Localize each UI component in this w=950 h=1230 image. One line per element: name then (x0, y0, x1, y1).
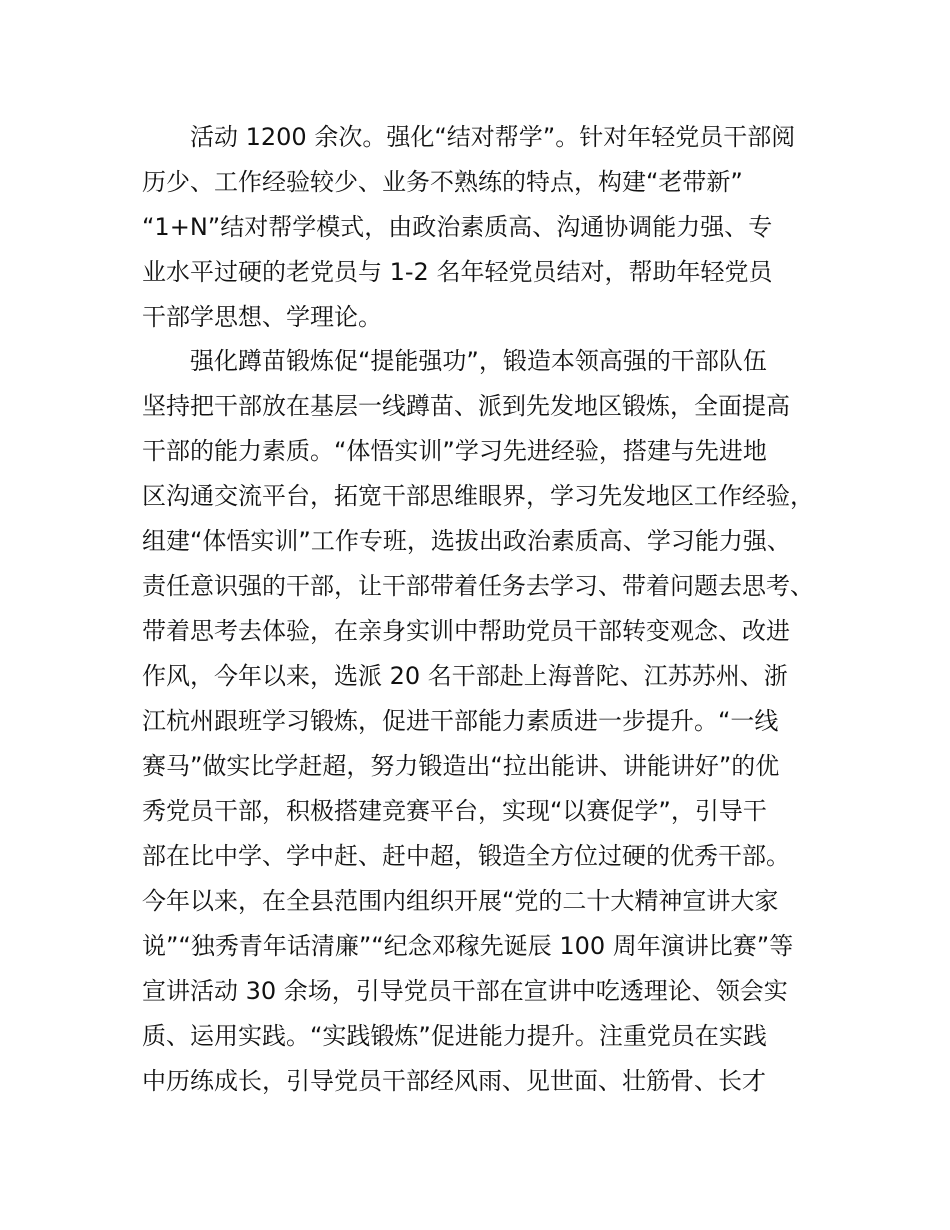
paragraph-1 (142, 115, 842, 340)
text-line: 江杭州跟班学习锻炼，促进干部能力素质进一步提升。“一线 (142, 707, 779, 735)
text-line: 赛马”做实比学赶超，努力锻造出“拉出能讲、讲能讲好”的优 (142, 752, 780, 780)
text-line: 作风，今年以来，选派 20 名干部赴上海普陀、江苏苏州、浙 (142, 662, 788, 690)
text-line: 中历练成长，引导党员干部经风雨、见世面、壮筋骨、长才 (142, 1067, 766, 1095)
text-line: 组建“体悟实训”工作专班，选拔出政治素质高、学习能力强、 (142, 527, 791, 555)
text-line: 带着思考去体验，在亲身实训中帮助党员干部转变观念、改进 (142, 617, 790, 645)
text-line: 质、运用实践。“实践锻炼”促进能力提升。注重党员在实践 (142, 1022, 767, 1050)
text-line: 秀党员干部，积极搭建竞赛平台，实现“以赛促学”，引导干 (142, 797, 767, 825)
text-line: 强化蹲苗锻炼促“提能强功”，锻造本领高强的干部队伍 (190, 347, 767, 375)
text-line: 说”“独秀青年话清廉”“纪念邓稼先诞辰 100 周年演讲比赛”等 (142, 932, 794, 960)
text-line: 坚持把干部放在基层一线蹲苗、派到先发地区锻炼，全面提高 (142, 392, 790, 420)
text-line: 宣讲活动 30 余场，引导党员干部在宣讲中吃透理论、领会实 (142, 977, 788, 1005)
text-line: 活动 1200 余次。强化“结对帮学”。针对年轻党员干部阅 (190, 123, 796, 151)
text-line: 业水平过硬的老党员与 1-2 名年轻党员结对，帮助年轻党员 (142, 258, 773, 286)
text-line: 干部的能力素质。“体悟实训”学习先进经验，搭建与先进地 (142, 437, 767, 465)
paragraph-2 (142, 339, 842, 1104)
text-line: “1+N”结对帮学模式，由政治素质高、沟通协调能力强、专 (142, 213, 773, 241)
text-line: 区沟通交流平台，拓宽干部思维眼界，学习先发地区工作经验， (142, 482, 814, 510)
text-line: 历少、工作经验较少、业务不熟练的特点，构建“老带新” (142, 168, 743, 196)
text-line: 干部学思想、学理论。 (142, 303, 382, 331)
text-line: 责任意识强的干部，让干部带着任务去学习、带着问题去思考、 (142, 572, 814, 600)
text-line: 今年以来，在全县范围内组织开展“党的二十大精神宣讲大家 (142, 887, 779, 915)
text-line: 部在比中学、学中赶、赶中超，锻造全方位过硬的优秀干部。 (142, 842, 790, 870)
